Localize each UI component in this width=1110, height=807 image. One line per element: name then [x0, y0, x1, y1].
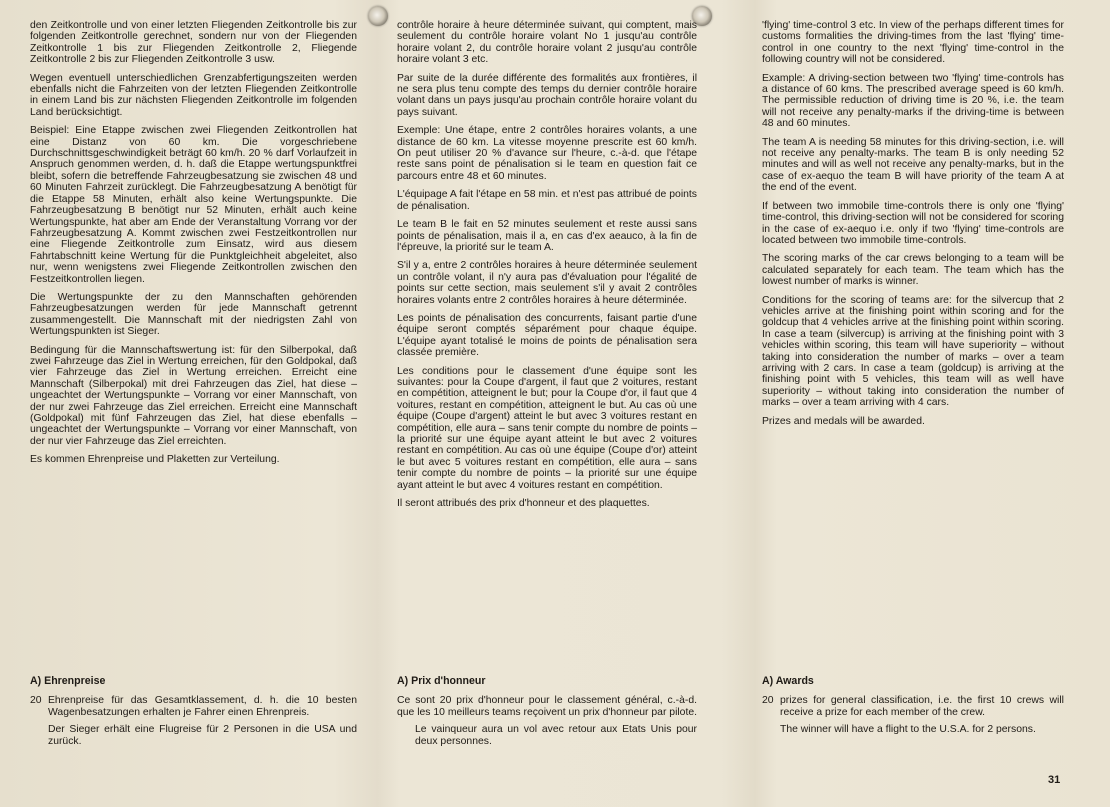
awards-heading: A) Ehrenpreise — [30, 675, 106, 687]
paragraph: Les conditions pour le classement d'une équipe sont les suivantes: pour la Coupe d'argent, il faut que 2 voitures, restant en compétition, atteignent le but; pour la Coupe d'or, il faut que 4 voitures, restant en compétition, atteignent le but. Au cas où une équipe (Coupe d'argent) atteint le but avec 3 voitures restant en compétition, elle aura – sans tenir compte du nombre de points – la priorité sur une équipe ayant atteint le but avec 2 voitures restant en compétition. Au cas où une équipe (Coupe d'or) atteint le but avec 5 voitures restant en compétition, elle aura – sans tenir compte du nombre de points – la priorité sur une équipe ayant atteint le but avec 4 voitures restant en compétition. — [397, 365, 697, 491]
paragraph: Bedingung für die Mannschaftswertung ist: für den Silberpokal, daß zwei Fahrzeuge das Ziel in Wertung erreichen, für den Goldpokal, daß vier Fahrzeuge das Ziel in Wertung erreichen. Erreicht eine Mannschaft (Silberpokal) mit drei Fahrzeugen das Ziel, hat diese – ungeachtet der Wertungspunkte – Vorrang vor einer Mannschaft, von der nur zwei Fahrzeuge das Ziel erreichen. Erreicht eine Mannschaft (Goldpokal) mit fünf Fahrzeugen das Ziel, hat diese ebenfalls – ungeachtet der Wertungspunkte – Vorrang vor einer Mannschaft, von der nur vier Fahrzeuge das Ziel erreichten. — [30, 344, 357, 447]
paragraph: The scoring marks of the car crews belonging to a team will be calculated separately for each team. The team which has the lowest number of marks is winner. — [762, 253, 1064, 288]
award-text: Ce sont 20 prix d'honneur pour le classement général, c.-à-d. que les 10 meilleurs teams reçoivent un prix d'honneur par pilote. — [397, 695, 698, 718]
award-item — [397, 695, 697, 718]
paragraph: Example: A driving-section between two 'flying' time-controls has a distance of 60 kms. The prescribed average speed is 60 km/h. The permissible reduction of driving time is 20 %, i.e. the team will not receive any penalty-marks if the driving-time is between 48 and 60 minutes. — [762, 72, 1064, 130]
french-awards-section — [397, 676, 697, 747]
french-column — [397, 20, 697, 516]
paragraph: 'flying' time-control 3 etc. In view of the perhaps different times for customs formalities the driving-times from the last 'flying' time-control in one country to the next 'flying' time-control in the following country will not be considered. — [762, 20, 1064, 66]
award-text: Ehrenpreise für das Gesamtklassement, d. h. die 10 besten Wagenbesatzungen erhalten je Fahrer einen Ehrenpreis. — [48, 695, 357, 718]
award-note: Der Sieger erhält eine Flugreise für 2 Personen in die USA und zurück. — [48, 724, 357, 747]
german-column — [30, 20, 357, 473]
award-count: 20 — [30, 695, 42, 707]
paragraph: Die Wertungspunkte der zu den Mannschaften gehörenden Fahrzeugbesatzungen werden für jede Mannschaft getrennt zusammengestellt. Die Mannschaft mit der niedrigsten Zahl von Wertungspunkten ist Sieger. — [30, 291, 357, 338]
paragraph: The team A is needing 58 minutes for this driving-section, i.e. will not receive any penalty-marks. The team B is only needing 52 minutes and will as well not receive any penalty-marks, but in the case of ex-aequo the team B will have priority of the team A at the end of the event. — [762, 136, 1064, 194]
paragraph: Es kommen Ehrenpreise und Plaketten zur Verteilung. — [30, 454, 280, 466]
paragraph: contrôle horaire à heure déterminée suivant, qui comptent, mais seulement du contrôle horaire volant No 1 jusqu'au contrôle horaire volant 2, du contrôle horaire volant 2 jusqu'au contrôle horaire volant 3 etc. — [397, 20, 697, 66]
binder-hole-icon — [368, 6, 388, 26]
paragraph: S'il y a, entre 2 contrôles horaires à heure déterminée seulement un contrôle volant, il n'y aura pas d'évaluation pour l'égalité de points sur cette section, mais seulement s'il y avait 2 contrôles horaires volants entre 2 contrôles horaires à heure déterminée. — [397, 260, 697, 306]
paragraph: Le team B le fait en 52 minutes seulement et reste aussi sans points de pénalisation, mais il a, en cas d'ex aeauco, à la fin de l'épreuve, la priorité sur le team A. — [397, 219, 697, 253]
paragraph: Par suite de la durée différente des formalités aux frontières, il ne sera plus tenu compte des temps du dernier contrôle horaire volant dans un pays jusqu'au prochain contrôle horaire volant du pays suivant. — [397, 72, 697, 118]
paragraph: Il seront attribués des prix d'honneur et des plaquettes. — [397, 498, 650, 510]
german-awards-section — [30, 676, 357, 747]
paragraph: den Zeitkontrolle und von einer letzten Fliegenden Zeitkontrolle bis zur folgenden Zeitkontrolle gerechnet, sondern nur von der Fliegenden Zeitkontrolle 1 bis zur Fliegenden Zeitkontrolle 2, Fliegende Zeitkontrolle 2 bis zur Fliegenden Zeitkontrolle 3 usw. — [30, 20, 357, 66]
paragraph: Prizes and medals will be awarded. — [762, 415, 925, 427]
award-item — [30, 695, 357, 718]
page-number: 31 — [1048, 774, 1061, 786]
awards-heading: A) Awards — [762, 675, 814, 687]
award-count: 20 — [762, 695, 774, 707]
awards-heading: A) Prix d'honneur — [397, 675, 486, 687]
paragraph: L'équipage A fait l'étape en 58 min. et n'est pas attribué de points de pénalisation. — [397, 189, 697, 212]
english-awards-section — [762, 676, 1064, 736]
paragraph: If between two immobile time-controls there is only one 'flying' time-control, this driving-section will not be considered for scoring in the case of ex-aequo i.e. only if two 'flying' time-controls are located between two immobile time-controls. — [762, 200, 1064, 246]
award-item — [762, 695, 1064, 718]
award-text: prizes for general classification, i.e. the first 10 crews will receive a prize for each member of the crew. — [780, 695, 1064, 718]
paragraph: Conditions for the scoring of teams are: for the silvercup that 2 vehicles arrive at the finishing point within scoring and for the goldcup that 4 vehicles arrive at the finishing point within scoring. In case a team (silvercup) is arriving at the finishing point with 3 vehicles within scoring, this team will have superiority – without taking into consideration the number of marks – over a team arriving with 2 cars. In case a team (goldcup) is arriving at the finishing point with 5 vehicles, this team will as well have superiority – without taking into consideration the number of marks – over a team arriving with 4 cars. — [762, 294, 1064, 409]
award-note: The winner will have a flight to the U.S.A. for 2 persons. — [780, 724, 1036, 736]
paragraph: Wegen eventuell unterschiedlichen Grenzabfertigungszeiten werden ebenfalls nicht die Fahrzeiten von der letzten Fliegenden Zeitkontrolle in einem Land bis zur nächsten Fliegenden Zeitkontrolle im folgenden Land berücksichtigt. — [30, 72, 357, 118]
english-column — [762, 20, 1064, 434]
paragraph: Exemple: Une étape, entre 2 contrôles horaires volants, a une distance de 60 km. La vitesse moyenne prescrite est 60 km/h. On peut utiliser 20 % d'avance sur l'heure, c.-à-d. que l'étape reste sans point de pénalisation si le team en question fait ce parcours entre 48 et 60 minutes. — [397, 125, 697, 182]
award-note: Le vainqueur aura un vol avec retour aux Etats Unis pour deux personnes. — [415, 724, 697, 747]
paragraph: Beispiel: Eine Etappe zwischen zwei Fliegenden Zeitkontrollen hat eine Distanz von 60 km. Die vorgeschriebene Durchschnittsgeschwindigkeit beträgt 60 km/h. 20 % darf Vorlaufzeit in Anspruch genommen werden, d. h. daß die Etappe wertungspunktfrei bleibt, sofern die betreffende Fahrzeugbesatzung sie zwischen 48 und 60 Minuten Fahrzeit zurücklegt. Die Fahrzeugbesatzung A benötigt für die Etappe 58 Minuten, erhält also keine Wertungspunkte. Die Fahrzeugbesatzung B benötigt nur 52 Minuten, erhält auch keine Wertungspunkte, hat aber am Ende der Veranstaltung Vorrang vor der Fahrzeugbesatzung A. Kommt zwischen zwei Festzeitkontrollen nur eine Fliegende Zeitkontrolle zum Einsatz, wird aus diesem Fahrtabschnitt keine Wertung für die Punktgleichheit abgeleitet, also nur, wenn wenigstens zwei Fliegende Zeitkontrollen zwischen den Festzeitkontrollen liegen. — [30, 125, 357, 285]
paragraph: Les points de pénalisation des concurrents, faisant partie d'une équipe seront comptés séparément pour chaque équipe. L'équipe ayant totalisé le moins de points de pénalisation sera classée première. — [397, 312, 697, 359]
